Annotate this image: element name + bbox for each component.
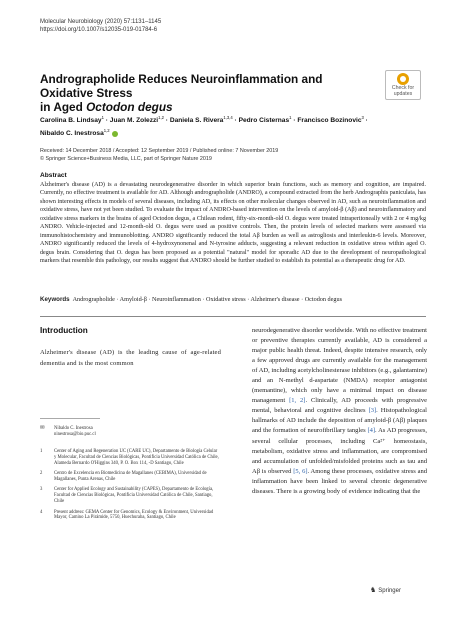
publisher-logo [370, 586, 401, 594]
footnote-divider [40, 418, 100, 419]
title-line-1: Andrographolide Reduces Neuroinflammation and Oxidative Stress [40, 72, 323, 100]
introduction-heading: Introduction [40, 326, 88, 335]
corresponding-author [40, 426, 220, 438]
author-name: Carolina B. Lindsay [40, 117, 102, 125]
author-sup: 1,2 [158, 115, 164, 120]
check-updates-line1: Check for [391, 85, 415, 91]
intro-text: neurodegenerative disorder worldwide. With no effective treatment or preventive therapies currently available, AD is considered a major public health threat. Indeed, despite intensive research, only a few approved drugs are currently available for the management of AD, including acetylcholinesterase inhibitors (e.g., galantamine) and an N-methyl d-aspartate (NMDA) receptor antagonist (memantine), which only have a minimal impact on disease management [252, 327, 427, 405]
author-sup: 1,3,4 [223, 115, 233, 120]
affiliation-number: 3 [40, 487, 43, 493]
title-line-2: in Aged [40, 100, 87, 114]
author-sup: 1 [289, 115, 292, 120]
author-name: Nibaldo C. Inestrosa [40, 130, 104, 138]
affiliation-text: Centro de Excelencia en Biomedicina de Magallanes (CEBIMA), Universidad de Magallanes, Punta Arenas, Chile [54, 471, 207, 482]
author-name: Pedro Cisternas [238, 117, 290, 125]
affiliation-text: Center of Aging and Regeneration UC (CARE UC), Departamento de Biología Celular y Molecular, Facultad de Ciencias Biológicas, Pontificia Universidad Católica de Chile, Alameda Bernardo O'Higgins 340, P. O. Box 114, -D Santiago, Chile [54, 448, 219, 466]
publication-dates [40, 148, 278, 163]
author-sup: 1 [101, 115, 104, 120]
author-sup: 1,2 [103, 128, 110, 134]
author-list: Carolina B. Lindsay$^1$ · Juan M. Zolezzi$^{1,2}$ · Daniela S. Rivera$^{1,3,4}$ · Pedro Cisternas$^1$ · Francisco Bozinovic$^3$ · Nibaldo C. Inestrosa$^{1,2}$ [40, 115, 368, 138]
author-sup: 3 [361, 115, 364, 120]
affiliation-number: 4 [40, 509, 43, 515]
section-divider [40, 316, 426, 317]
check-for-updates-button[interactable] [385, 70, 421, 100]
citation-link[interactable]: [5, 6] [293, 467, 308, 475]
title-species: Octodon degus [86, 100, 173, 114]
citation-link[interactable]: [3] [368, 407, 377, 415]
affiliation-text: Present address: GEMA Center for Genomics, Ecology & Environment, Universidad Mayor, Camino La Pirámide, 5750, Huechuraba, Santiago, Chile [54, 509, 214, 521]
abstract-text: Alzheimer's disease (AD) is a devastating neurodegenerative disorder in which superior brain functions, such as memory and cognition, are impaired. Currently, no effective treatment is available for AD. Although andrographolide (ANDRO), a compound extracted from the herb Andrographis paniculata, has shown interesting effects in models of several diseases, including AD, its effects on other molecular changes observed in AD, such as neuroinflammation and oxidative stress, have not yet been studied. To evaluate the impact of ANDRO-based intervention on the levels of amyloid-β (Aβ) and neuroinflammatory and oxidative stress markers in the brains of aged Octodon degus, a Chilean rodent, fifty-six-month-old O. degus were treated intraperitoneally with 2 or 4 mg/kg ANDRO. Vehicle-injected and 12-month-old O. degus were used as positive controls. Then, the protein levels of selected markers were assessed via immunohistochemistry and immunoblotting. ANDRO significantly reduced the total Aβ burden as well as astrogliosis and interleukin-6 levels. Moreover, ANDRO significantly reduced the levels of 4-hydroxynonenal and N-tyrosine adducts, suggesting a relevant reduction in oxidative stress within aged O. degus brain. Considering that O. degus has been proposed as a potential "natural" model for sporadic AD due to the development of neuropathological markers that resemble this pathology, our results suggest that ANDRO should be further studied to establish its potential as a therapeutic drug for AD. [40, 182, 426, 265]
springer-horse-icon: ♞ [370, 587, 377, 594]
author-name: Daniela S. Rivera [169, 117, 224, 125]
copyright-line: © Springer Science+Business Media, LLC, part of Springer Nature 2019 [40, 155, 212, 162]
citation-link[interactable]: [4] [367, 427, 376, 435]
affiliation-number: 2 [40, 471, 43, 477]
footnotes [40, 426, 220, 526]
affiliation [40, 487, 220, 505]
keywords-text: Andrographolide · Amyloid-β · Neuroinflammation · Oxidative stress · Alzheimer's disease · Octodon degus [72, 296, 342, 303]
intro-text: . Among these processes, oxidative stress and inflammation have been linked to several chronic degenerative diseases. There is a growing body of evidence indicating that the [252, 467, 427, 495]
intro-text: . Histopathological hallmarks of AD include the deposition of amyloid-β (Aβ) plaques and the formation of neurofibrillary tangles [252, 407, 427, 435]
affiliation-text: Center for Applied Ecology and Sustainability (CAPES), Departamento de Ecología, Facultad de Ciencias Biológicas, Pontificia Universidad Católica de Chile, Santiago, Chile [54, 487, 214, 505]
author-name: Francisco Bozinovic [297, 117, 362, 125]
check-updates-line2: updates [393, 90, 413, 97]
abstract-heading: Abstract [40, 172, 67, 179]
journal-header [40, 18, 161, 34]
affiliation [40, 449, 220, 467]
envelope-icon: ✉ [40, 425, 45, 431]
citation-link[interactable]: [1, 2] [289, 397, 306, 405]
update-check-icon [397, 73, 409, 85]
affiliation [40, 471, 220, 483]
dates-line: Received: 14 December 2018 / Accepted: 12 September 2019 / Published online: 7 November 2019 [40, 148, 279, 154]
intro-text: . Clinically, AD proceeds with progressive mental, behavioral and cognitive declines [252, 397, 427, 415]
contact-name: Nibaldo C. Inestrosa [54, 426, 93, 431]
publisher-name: Springer [378, 588, 401, 594]
author-name: Juan M. Zolezzi [109, 117, 159, 125]
doi-link[interactable]: https://doi.org/10.1007/s12035-019-01784-6 [40, 27, 158, 33]
article-title [40, 72, 370, 114]
contact-email[interactable]: ninestrosa@bio.puc.cl [54, 431, 96, 437]
intro-right-text [252, 326, 427, 497]
affiliation [40, 510, 220, 522]
keywords-line [40, 296, 426, 303]
intro-text: . As AD progresses, several cellular processes, including Ca²⁺ homeostasis, metabolism, oxidative stress and inflammation, are compromised and accumulation of unfolded/misfolded proteins such as tau and Aβ is observed [252, 427, 427, 475]
orcid-icon[interactable] [112, 131, 118, 137]
affiliation-number: 1 [40, 448, 43, 454]
intro-left-text: Alzheimer's disease (AD) is the leading cause of age-related dementia and is the most common [40, 349, 221, 367]
keywords-label: Keywords [40, 296, 70, 303]
journal-citation: Molecular Neurobiology (2020) 57:1131–1145 [40, 19, 162, 25]
